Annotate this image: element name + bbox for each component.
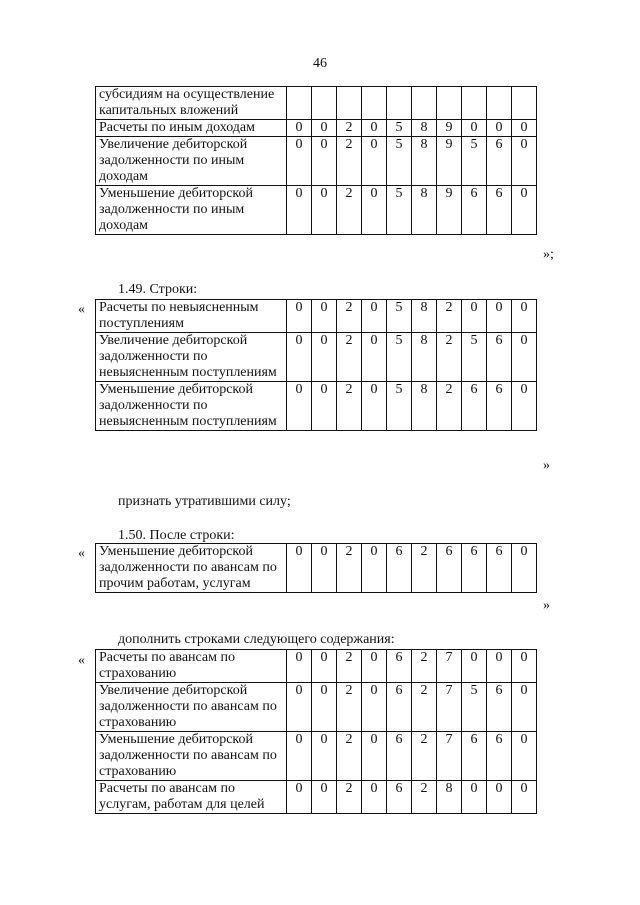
- code-digit: 0: [362, 544, 387, 593]
- code-digit: 0: [287, 333, 312, 382]
- code-digit: 9: [437, 186, 462, 235]
- code-digit: 0: [287, 732, 312, 781]
- code-digit: 0: [312, 186, 337, 235]
- code-digit: 0: [487, 120, 512, 137]
- code-digit: 0: [362, 382, 387, 431]
- code-digit: 7: [437, 683, 462, 732]
- code-digit: 6: [462, 544, 487, 593]
- code-digit: [312, 87, 337, 120]
- row-label: Расчеты по авансам по страхованию: [96, 650, 287, 683]
- instruction-text: дополнить строками следующего содержания:: [118, 632, 395, 647]
- row-label: Расчеты по иным доходам: [96, 120, 287, 137]
- code-digit: 0: [312, 544, 337, 593]
- table-row: [96, 650, 537, 683]
- section-heading-1-50: 1.50. После строки:: [118, 528, 235, 543]
- code-digit: 6: [387, 544, 412, 593]
- code-digit: 8: [412, 333, 437, 382]
- table-row: [96, 300, 537, 333]
- table-row: [96, 382, 537, 431]
- row-label: Увеличение дебиторской задолженности по невыясненным поступлениям: [96, 333, 287, 382]
- code-digit: 5: [462, 683, 487, 732]
- code-digit: 6: [387, 683, 412, 732]
- row-label: Уменьшение дебиторской задолженности по авансам по страхованию: [96, 732, 287, 781]
- row-label: Расчеты по авансам по услугам, работам для целей: [96, 781, 287, 814]
- table-row: [96, 781, 537, 814]
- code-digit: 5: [387, 120, 412, 137]
- code-digit: 0: [512, 683, 537, 732]
- code-digit: 5: [387, 137, 412, 186]
- code-table-2: [95, 299, 537, 431]
- opening-quote: «: [78, 653, 85, 668]
- row-label: Расчеты по невыясненным поступлениям: [96, 300, 287, 333]
- row-label: Уменьшение дебиторской задолженности по авансам по прочим работам, услугам: [96, 544, 287, 593]
- code-digit: 0: [312, 333, 337, 382]
- code-digit: 0: [462, 650, 487, 683]
- code-digit: 0: [287, 382, 312, 431]
- code-digit: 5: [387, 333, 412, 382]
- code-digit: 5: [462, 333, 487, 382]
- code-digit: 2: [337, 186, 362, 235]
- code-digit: 2: [437, 382, 462, 431]
- code-digit: 2: [412, 781, 437, 814]
- code-digit: 2: [437, 333, 462, 382]
- table-row: [96, 544, 537, 593]
- code-table-4: [95, 649, 537, 814]
- code-digit: 6: [487, 137, 512, 186]
- code-digit: 6: [487, 732, 512, 781]
- closing-quote: »;: [543, 247, 554, 262]
- code-digit: 2: [337, 732, 362, 781]
- code-digit: 0: [362, 683, 387, 732]
- code-digit: 9: [437, 137, 462, 186]
- code-digit: 0: [362, 732, 387, 781]
- code-digit: 0: [462, 120, 487, 137]
- row-label: Уменьшение дебиторской задолженности по иным доходам: [96, 186, 287, 235]
- code-digit: 0: [287, 186, 312, 235]
- code-digit: 2: [437, 300, 462, 333]
- table-row: [96, 120, 537, 137]
- code-digit: 6: [387, 650, 412, 683]
- row-label: Увеличение дебиторской задолженности по иным доходам: [96, 137, 287, 186]
- table-row: [96, 333, 537, 382]
- code-digit: 0: [362, 120, 387, 137]
- code-digit: [437, 87, 462, 120]
- code-digit: 5: [462, 137, 487, 186]
- code-digit: 0: [312, 732, 337, 781]
- code-table-3: [95, 543, 537, 593]
- code-digit: 0: [512, 300, 537, 333]
- code-digit: 2: [337, 650, 362, 683]
- closing-quote: »: [543, 458, 550, 473]
- code-digit: 8: [412, 300, 437, 333]
- code-digit: 8: [437, 781, 462, 814]
- code-digit: 0: [362, 300, 387, 333]
- code-digit: 6: [462, 382, 487, 431]
- code-digit: 2: [337, 683, 362, 732]
- code-digit: 2: [337, 544, 362, 593]
- code-digit: 0: [362, 781, 387, 814]
- code-digit: 0: [512, 382, 537, 431]
- code-digit: 0: [287, 650, 312, 683]
- code-digit: 0: [362, 186, 387, 235]
- code-digit: 0: [462, 300, 487, 333]
- code-digit: 6: [462, 732, 487, 781]
- code-digit: 6: [387, 781, 412, 814]
- code-digit: 0: [512, 137, 537, 186]
- code-digit: 2: [337, 781, 362, 814]
- code-digit: 0: [312, 781, 337, 814]
- code-digit: 2: [412, 683, 437, 732]
- code-digit: 0: [487, 300, 512, 333]
- code-digit: 8: [412, 137, 437, 186]
- table-row: [96, 186, 537, 235]
- code-digit: 6: [387, 732, 412, 781]
- table-row: [96, 732, 537, 781]
- code-digit: 0: [287, 544, 312, 593]
- code-digit: [412, 87, 437, 120]
- instruction-text: признать утратившими силу;: [118, 494, 291, 509]
- row-label: Уменьшение дебиторской задолженности по невыясненным поступлениям: [96, 382, 287, 431]
- table-row: [96, 87, 537, 120]
- code-digit: 0: [287, 781, 312, 814]
- code-digit: [487, 87, 512, 120]
- code-digit: 0: [287, 120, 312, 137]
- code-digit: 8: [412, 186, 437, 235]
- code-digit: 0: [512, 186, 537, 235]
- code-digit: 0: [362, 137, 387, 186]
- code-digit: 6: [487, 186, 512, 235]
- code-digit: 6: [487, 683, 512, 732]
- row-label: субсидиям на осуществление капитальных вложений: [96, 87, 287, 120]
- code-digit: 0: [362, 650, 387, 683]
- code-digit: 9: [437, 120, 462, 137]
- section-heading-1-49: 1.49. Строки:: [118, 282, 198, 297]
- code-digit: 6: [487, 333, 512, 382]
- code-digit: 0: [512, 650, 537, 683]
- closing-quote: »: [543, 598, 550, 613]
- code-digit: [337, 87, 362, 120]
- code-digit: 8: [412, 382, 437, 431]
- code-digit: 0: [312, 683, 337, 732]
- code-digit: 5: [387, 382, 412, 431]
- row-label: Увеличение дебиторской задолженности по авансам по страхованию: [96, 683, 287, 732]
- code-digit: 2: [412, 650, 437, 683]
- code-digit: [362, 87, 387, 120]
- code-digit: 5: [387, 300, 412, 333]
- code-digit: 5: [387, 186, 412, 235]
- code-digit: 2: [337, 300, 362, 333]
- code-digit: [387, 87, 412, 120]
- code-digit: 0: [287, 137, 312, 186]
- code-digit: 0: [512, 544, 537, 593]
- code-digit: 2: [337, 137, 362, 186]
- code-digit: 2: [337, 333, 362, 382]
- code-digit: 0: [512, 732, 537, 781]
- page-number: 46: [313, 56, 327, 71]
- code-digit: 0: [462, 781, 487, 814]
- code-digit: 2: [412, 544, 437, 593]
- code-digit: 6: [487, 382, 512, 431]
- code-digit: [287, 87, 312, 120]
- table-row: [96, 137, 537, 186]
- code-digit: 7: [437, 732, 462, 781]
- code-digit: 8: [412, 120, 437, 137]
- table-row: [96, 683, 537, 732]
- code-digit: 0: [487, 781, 512, 814]
- opening-quote: «: [78, 302, 85, 317]
- code-digit: 6: [437, 544, 462, 593]
- code-digit: 0: [362, 333, 387, 382]
- code-digit: 6: [487, 544, 512, 593]
- code-digit: 0: [312, 120, 337, 137]
- code-digit: 0: [512, 120, 537, 137]
- code-digit: 2: [412, 732, 437, 781]
- code-digit: 7: [437, 650, 462, 683]
- code-digit: [512, 87, 537, 120]
- code-digit: 0: [487, 650, 512, 683]
- code-digit: 0: [287, 683, 312, 732]
- opening-quote: «: [78, 546, 85, 561]
- code-digit: 2: [337, 382, 362, 431]
- code-digit: 0: [312, 137, 337, 186]
- code-digit: 0: [512, 333, 537, 382]
- code-digit: 0: [312, 300, 337, 333]
- code-digit: 2: [337, 120, 362, 137]
- code-digit: [462, 87, 487, 120]
- code-digit: 0: [512, 781, 537, 814]
- code-digit: 0: [287, 300, 312, 333]
- code-table-1: [95, 86, 537, 235]
- code-digit: 6: [462, 186, 487, 235]
- code-digit: 0: [312, 650, 337, 683]
- code-digit: 0: [312, 382, 337, 431]
